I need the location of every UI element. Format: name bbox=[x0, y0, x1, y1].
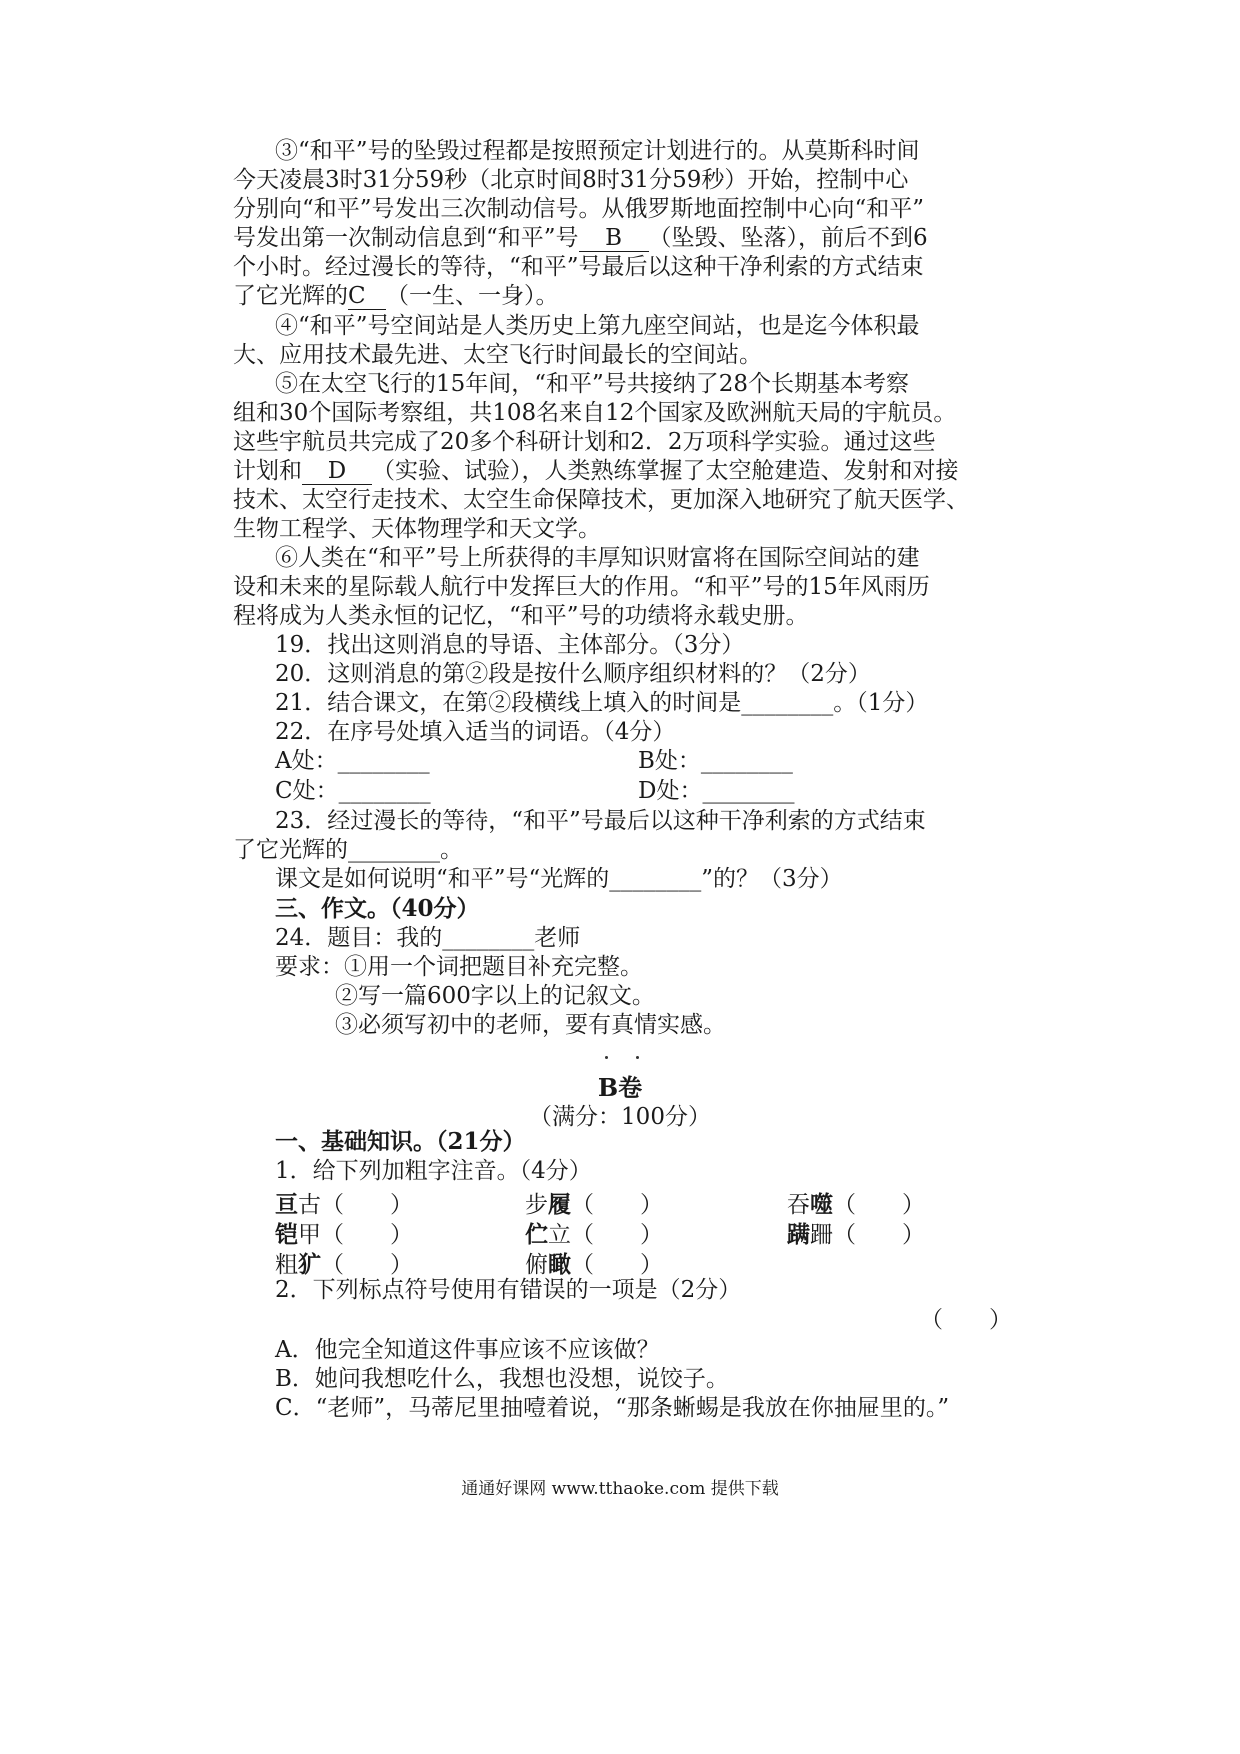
bold-char: 亘 bbox=[275, 1191, 298, 1218]
pinyin-item-4: 铠甲（ ） bbox=[275, 1221, 413, 1248]
para5-line2: 组和30个国际考察组，共108名来自12个国家及欧洲航天局的宇航员。 bbox=[233, 400, 957, 426]
bold-char: 犷 bbox=[298, 1251, 321, 1278]
para3-line6-text-b: （一生、一身）。 bbox=[386, 283, 559, 309]
blank-d: D bbox=[302, 458, 372, 485]
bold-char: 噬 bbox=[810, 1191, 833, 1218]
para5-line6: 生物工程学、天体物理学和天文学。 bbox=[233, 516, 601, 542]
para5-line4-text-b: （实验、试验），人类熟练掌握了太空舱建造、发射和对接 bbox=[372, 458, 959, 484]
para5-line4-text-a: 计划和 bbox=[233, 458, 302, 484]
pinyin-item-7: 粗犷（ ） bbox=[275, 1251, 413, 1278]
blank-c: C bbox=[348, 283, 386, 310]
para3-line4-text-b: （坠毁、坠落），前后不到6 bbox=[648, 225, 928, 251]
para3-line6-text-a: 了它光辉的 bbox=[233, 283, 348, 309]
question-22: 22．在序号处填入适当的词语。（4分） bbox=[275, 719, 676, 745]
para6-line1: ⑥人类在“和平”号上所获得的丰厚知识财富将在国际空间站的建 bbox=[275, 545, 920, 571]
question-22-d: D处：________ bbox=[638, 778, 795, 804]
requirement-3: ③必须写初中的老师，要有真情实感。 bbox=[335, 1012, 726, 1038]
option-c: C．“老师”，马蒂尼里抽噎着说，“那条蜥蜴是我放在你抽屉里的。” bbox=[275, 1395, 950, 1421]
pinyin-item-2: 步履（ ） bbox=[525, 1191, 663, 1218]
bold-char: 铠 bbox=[275, 1221, 298, 1248]
question-23-line2: 了它光辉的________。 bbox=[233, 837, 463, 863]
pinyin-item-6: 蹒跚（ ） bbox=[787, 1221, 925, 1248]
para3-line4-text-a: 号发出第一次制动信息到“和平”号 bbox=[233, 225, 579, 251]
pinyin-item-3: 吞噬（ ） bbox=[787, 1191, 925, 1218]
para5-line3: 这些宇航员共完成了20多个科研计划和2．2万项科学实验。通过这些 bbox=[233, 429, 936, 455]
para3-line1: ③“和平”号的坠毁过程都是按照预定计划进行的。从莫斯科时间 bbox=[275, 138, 920, 164]
requirement-2: ②写一篇600字以上的记叙文。 bbox=[335, 983, 655, 1009]
part-b-section-1: 一、基础知识。（21分） bbox=[275, 1128, 526, 1155]
para5-line1: ⑤在太空飞行的15年间，“和平”号共接纳了28个长期基本考察 bbox=[275, 371, 910, 397]
para4-line1: ④“和平”号空间站是人类历史上第九座空间站，也是迄今体积最 bbox=[275, 313, 920, 339]
para5-line4 bbox=[233, 456, 959, 486]
section-3-heading: 三、作文。（40分） bbox=[275, 895, 480, 922]
footer: 通通好课网 www.tthaoke.com 提供下载 bbox=[461, 1479, 779, 1499]
part-b-score: （满分：100分） bbox=[529, 1104, 711, 1130]
para5-line5: 技术、太空行走技术、太空生命保障技术，更加深入地研究了航天医学、 bbox=[233, 487, 969, 513]
bold-char: 伫 bbox=[525, 1221, 548, 1248]
question-21: 21．结合课文，在第②段横线上填入的时间是________。（1分） bbox=[275, 690, 929, 716]
question-19: 19．找出这则消息的导语、主体部分。（3分） bbox=[275, 632, 745, 658]
part-b-title: B卷 bbox=[597, 1073, 643, 1102]
bold-char: 蹒 bbox=[787, 1221, 810, 1248]
pinyin-item-5: 伫立（ ） bbox=[525, 1221, 663, 1248]
bold-char: 履 bbox=[548, 1191, 571, 1218]
question-b2: 2．下列标点符号使用有错误的一项是（2分） bbox=[275, 1277, 742, 1303]
question-20: 20．这则消息的第②段是按什么顺序组织材料的？（2分） bbox=[275, 661, 871, 687]
question-22-b: B处：________ bbox=[638, 748, 793, 774]
para4-line2: 大、应用技术最先进、太空飞行时间最长的空间站。 bbox=[233, 342, 762, 368]
pinyin-item-1: 亘古（ ） bbox=[275, 1191, 413, 1218]
question-22-a: A处：________ bbox=[275, 748, 430, 774]
answer-paren: （ ） bbox=[920, 1307, 1012, 1333]
para3-line5: 个小时。经过漫长的等待，“和平”号最后以这种干净利索的方式结束 bbox=[233, 254, 924, 280]
requirement-1: 要求：①用一个词把题目补充完整。 bbox=[275, 954, 643, 980]
scan-speck bbox=[636, 1056, 639, 1059]
question-23-line3: 课文是如何说明“和平”号“光辉的________”的？（3分） bbox=[275, 866, 843, 892]
para3-line3: 分别向“和平”号发出三次制动信号。从俄罗斯地面控制中心向“和平” bbox=[233, 196, 925, 222]
option-a: A．他完全知道这件事应该不应该做？ bbox=[275, 1337, 660, 1363]
para3-line2: 今天凌晨3时31分59秒（北京时间8时31分59秒）开始，控制中心 bbox=[233, 167, 909, 193]
question-b1: 1．给下列加粗字注音。（4分） bbox=[275, 1158, 592, 1184]
para3-line4 bbox=[233, 223, 928, 253]
bold-char: 瞰 bbox=[548, 1251, 571, 1278]
question-24: 24．题目：我的________老师 bbox=[275, 925, 581, 951]
pinyin-item-8: 俯瞰（ ） bbox=[525, 1251, 663, 1278]
para3-line6 bbox=[233, 281, 559, 311]
para6-line2: 设和未来的星际载人航行中发挥巨大的作用。“和平”号的15年风雨历 bbox=[233, 574, 930, 600]
scan-speck bbox=[605, 1056, 608, 1059]
question-22-c: C处：________ bbox=[275, 778, 431, 804]
option-b: B．她问我想吃什么，我想也没想，说饺子。 bbox=[275, 1366, 729, 1392]
blank-b: B bbox=[579, 225, 649, 252]
para6-line3: 程将成为人类永恒的记忆，“和平”号的功绩将永载史册。 bbox=[233, 603, 809, 629]
question-23-line1: 23．经过漫长的等待，“和平”号最后以这种干净利索的方式结束 bbox=[275, 808, 926, 834]
